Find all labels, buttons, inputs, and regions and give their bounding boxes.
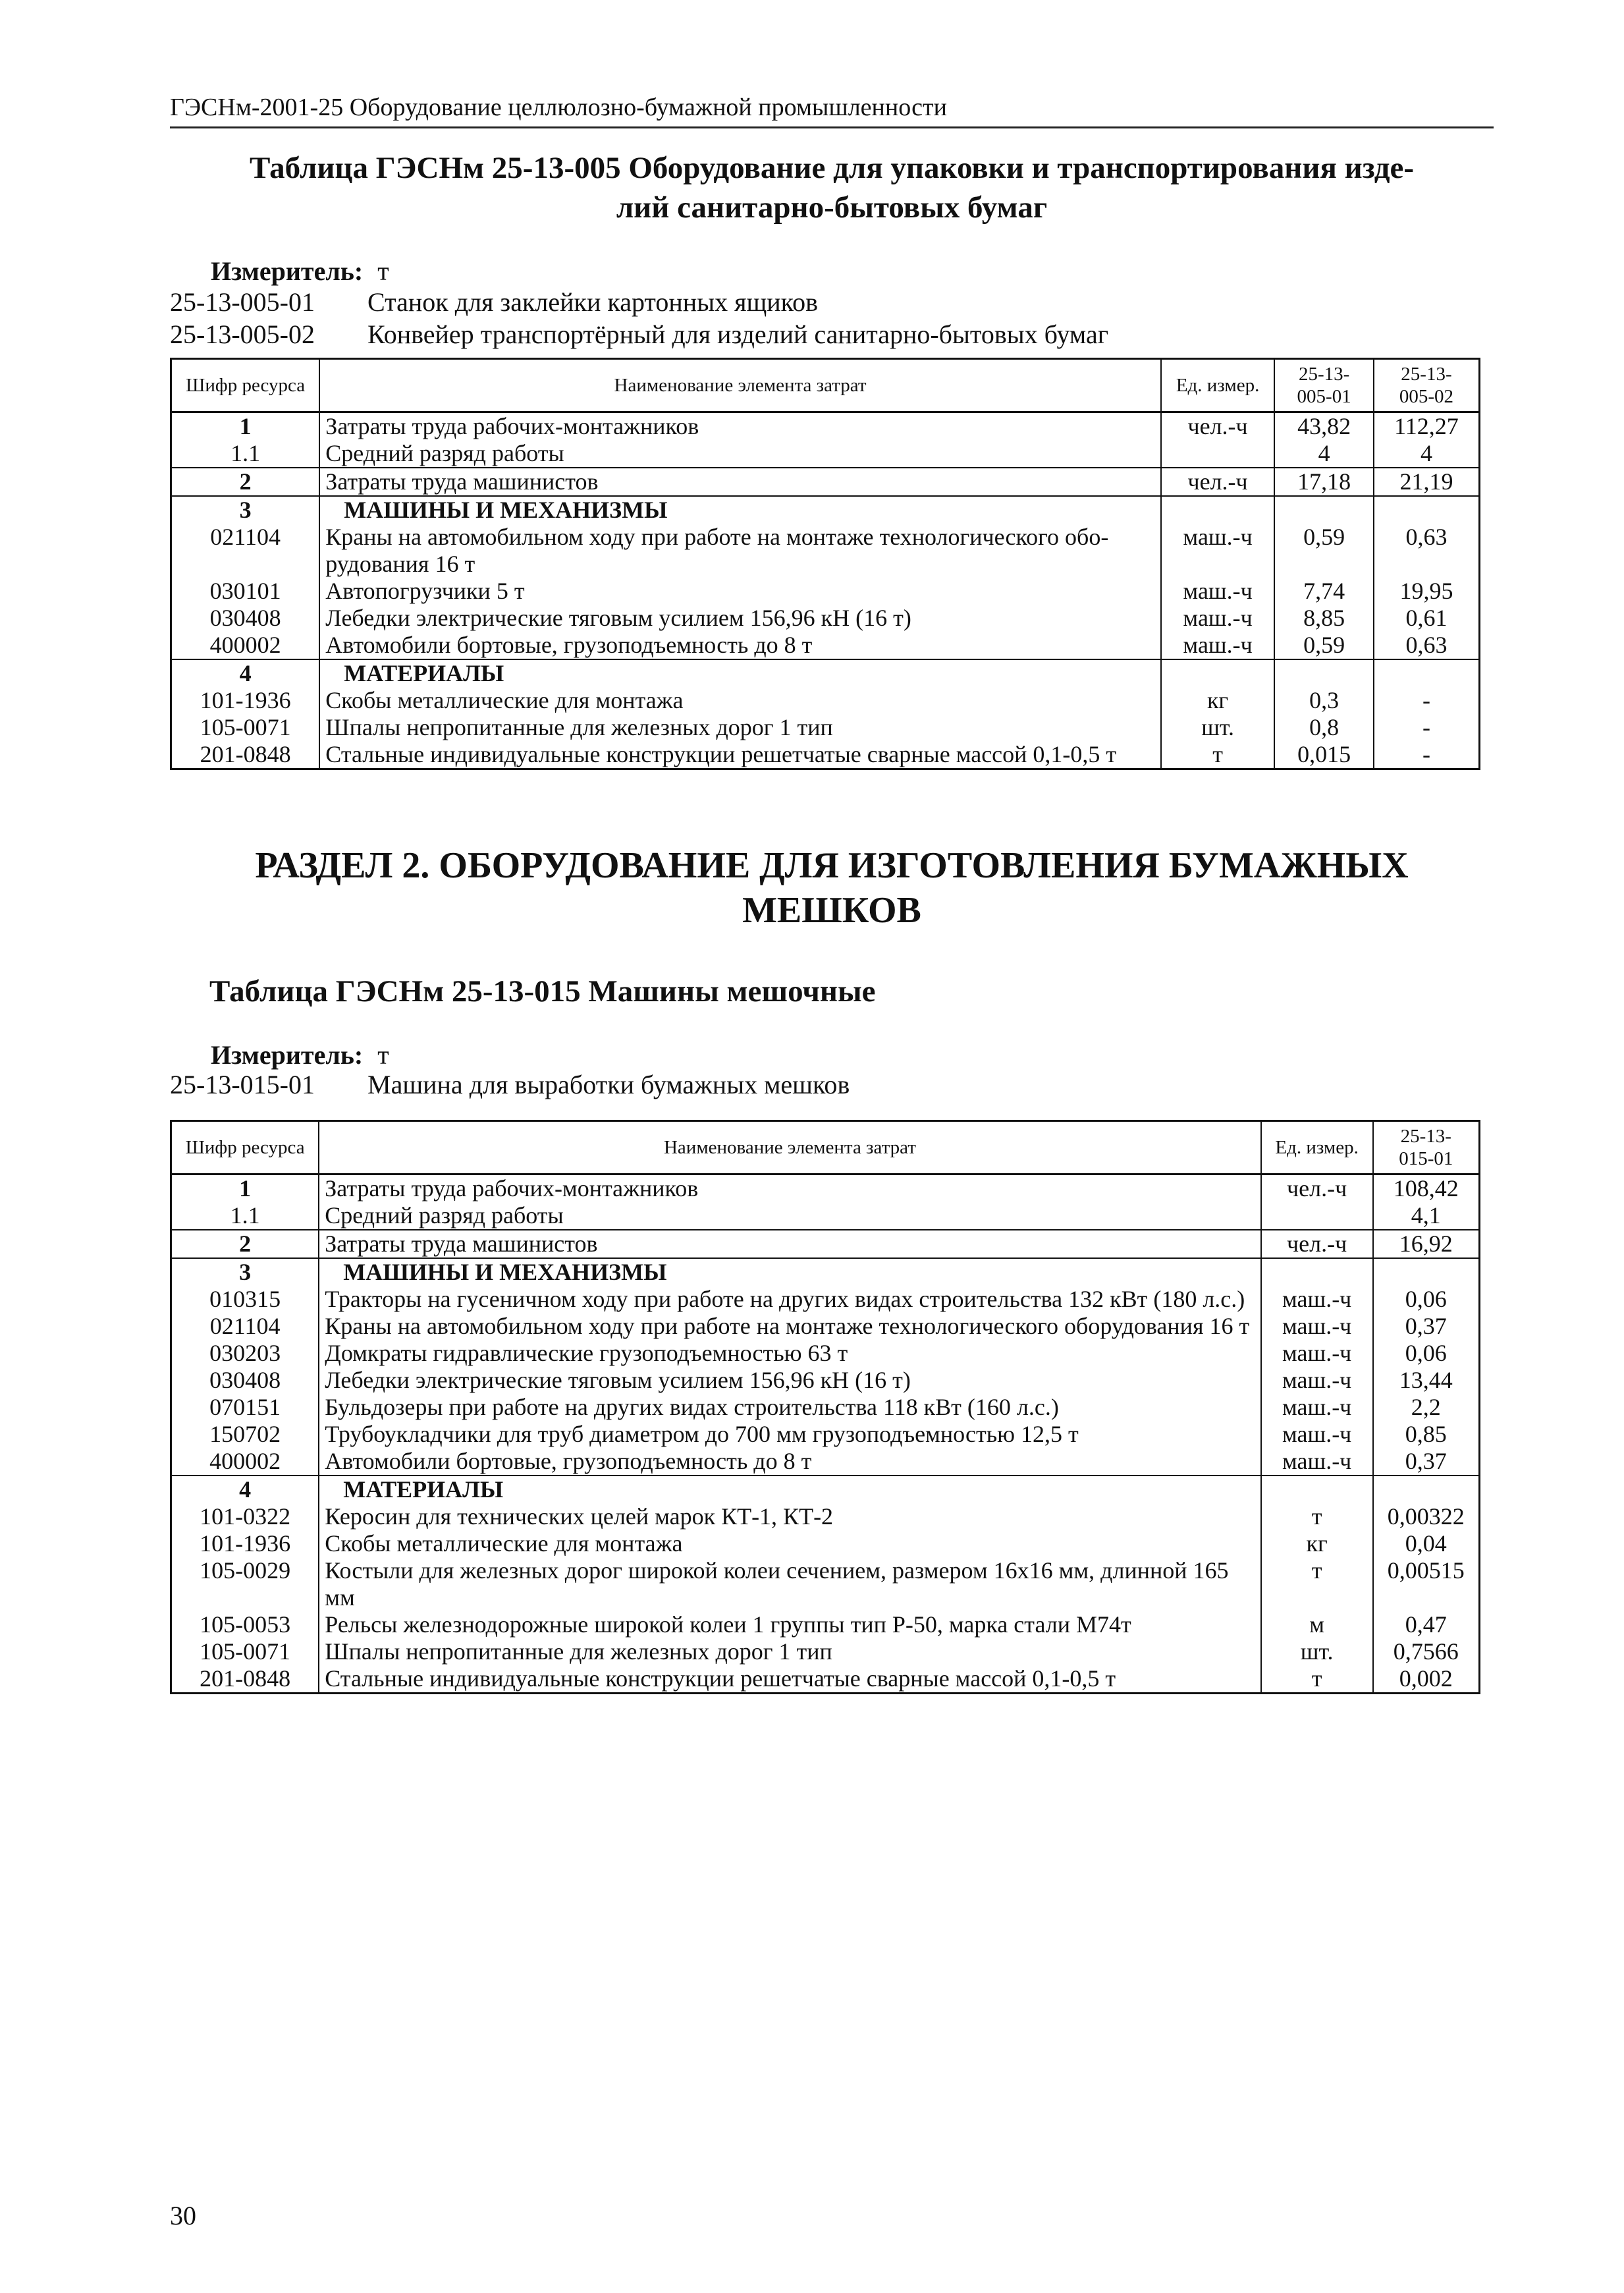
- cost-element-name: Тракторы на гусеничном ходу при работе на других видах строительства 132 кВт (180 л.с.): [319, 1286, 1260, 1313]
- resource-code: 030203: [171, 1340, 319, 1367]
- cost-element-name: Трубоукладчики для труб диаметром до 700 мм грузоподъемностью 12,5 т: [319, 1421, 1260, 1448]
- resource-code: 105-0029: [171, 1557, 319, 1611]
- norm-value: 0,59: [1274, 524, 1374, 578]
- resource-code: 3: [171, 1258, 319, 1286]
- unit-of-measure: маш.-ч: [1261, 1421, 1373, 1448]
- header-name: Наименование элемента затрат: [319, 1121, 1260, 1174]
- cost-element-name: Шпалы непропитанные для железных дорог 1 тип: [319, 1638, 1260, 1665]
- unit-of-measure: м: [1261, 1611, 1373, 1638]
- norm-value: 0,3: [1274, 687, 1374, 714]
- table-header-row: [171, 359, 1480, 412]
- table-row: [171, 714, 1480, 741]
- unit-of-measure: маш.-ч: [1161, 578, 1275, 605]
- table1-codes: [170, 286, 1108, 350]
- meter-label: Измеритель:: [211, 256, 364, 286]
- cost-element-name: Затраты труда машинистов: [319, 1230, 1260, 1258]
- table-row: [171, 1174, 1480, 1203]
- code-id: 25-13-005-02: [170, 319, 315, 349]
- norm-value: 0,002: [1373, 1665, 1480, 1694]
- cost-element-name: Средний разряд работы: [319, 1202, 1260, 1230]
- unit-of-measure: маш.-ч: [1261, 1340, 1373, 1367]
- meter-unit: т: [377, 256, 389, 286]
- code-id: 25-13-005-01: [170, 287, 315, 317]
- table-row: [171, 659, 1480, 687]
- code-id: 25-13-015-01: [170, 1070, 315, 1099]
- norm-value: 43,82: [1274, 412, 1374, 441]
- table-row: [171, 1258, 1480, 1286]
- norm-value: 4: [1374, 440, 1480, 468]
- norm-value: 19,95: [1374, 578, 1480, 605]
- cost-element-name: Затраты труда рабочих-монтажников: [319, 412, 1161, 441]
- header-col1-line1: 25-13-: [1298, 364, 1350, 385]
- unit-of-measure: маш.-ч: [1161, 632, 1275, 659]
- table-row: [171, 1202, 1480, 1230]
- unit-of-measure: т: [1261, 1503, 1373, 1530]
- resource-code: 400002: [171, 632, 320, 659]
- norm-value: 0,00322: [1373, 1503, 1480, 1530]
- unit-of-measure: маш.-ч: [1261, 1286, 1373, 1313]
- resource-code: 1: [171, 412, 320, 441]
- cost-element-name: Автомобили бортовые, грузоподъемность до 8 т: [319, 632, 1161, 659]
- unit-of-measure: т: [1261, 1665, 1373, 1694]
- table-row: [171, 1638, 1480, 1665]
- norm-value: 21,19: [1374, 468, 1480, 496]
- norm-value: [1274, 496, 1374, 524]
- cost-element-name: Стальные индивидуальные конструкции решетчатые сварные массой 0,1-0,5 т: [319, 741, 1161, 769]
- header-code: Шифр ресурса: [171, 1121, 319, 1174]
- cost-element-name: Автомобили бортовые, грузоподъемность до 8 т: [319, 1448, 1260, 1476]
- cost-element-name: МАТЕРИАЛЫ: [319, 1476, 1260, 1503]
- norm-value: [1374, 659, 1480, 687]
- unit-of-measure: чел.-ч: [1261, 1230, 1373, 1258]
- norm-value: 13,44: [1373, 1367, 1480, 1394]
- cost-element-name: Средний разряд работы: [319, 440, 1161, 468]
- code-row: [170, 286, 1108, 318]
- header-name: Наименование элемента затрат: [319, 359, 1161, 412]
- cost-element-name: Затраты труда машинистов: [319, 468, 1161, 496]
- unit-of-measure: шт.: [1261, 1638, 1373, 1665]
- table-row: [171, 1530, 1480, 1557]
- section2-title: [170, 843, 1494, 933]
- norm-value: 17,18: [1274, 468, 1374, 496]
- section2-title-line1: РАЗДЕЛ 2. ОБОРУДОВАНИЕ ДЛЯ ИЗГОТОВЛЕНИЯ БУМАЖНЫХ: [255, 845, 1409, 886]
- norm-value: -: [1374, 687, 1480, 714]
- table-row: [171, 1665, 1480, 1694]
- norm-value: 112,27: [1374, 412, 1480, 441]
- unit-of-measure: шт.: [1161, 714, 1275, 741]
- cost-element-name: Керосин для технических целей марок КТ-1, КТ-2: [319, 1503, 1260, 1530]
- section2-title-line2: МЕШКОВ: [742, 890, 921, 931]
- header-col2-line1: 25-13-: [1401, 364, 1452, 385]
- cost-element-name: Бульдозеры при работе на других видах строительства 118 кВт (160 л.с.): [319, 1394, 1260, 1421]
- table-row: [171, 496, 1480, 524]
- unit-of-measure: чел.-ч: [1161, 468, 1275, 496]
- norm-value: 4: [1274, 440, 1374, 468]
- cost-element-name: Костыли для железных дорог широкой колеи сечением, размером 16х16 мм, длинной 165 мм: [319, 1557, 1260, 1611]
- norm-value: 16,92: [1373, 1230, 1480, 1258]
- table-row: [171, 687, 1480, 714]
- norm-value: [1274, 659, 1374, 687]
- table2-body: [171, 1174, 1480, 1694]
- header-unit: Ед. измер.: [1161, 359, 1275, 412]
- table1-meter: [211, 256, 389, 287]
- resource-code: 021104: [171, 1313, 319, 1340]
- norm-value: 0,06: [1373, 1286, 1480, 1313]
- table-row: [171, 440, 1480, 468]
- cost-element-name: Стальные индивидуальные конструкции решетчатые сварные массой 0,1-0,5 т: [319, 1665, 1260, 1694]
- cost-element-name: Лебедки электрические тяговым усилием 156,96 кН (16 т): [319, 605, 1161, 632]
- code-row: [170, 318, 1108, 350]
- header-col1-line1: 25-13-: [1400, 1126, 1451, 1147]
- unit-of-measure: [1261, 1202, 1373, 1230]
- norm-value: 0,015: [1274, 741, 1374, 769]
- resource-code: 2: [171, 468, 320, 496]
- norm-value: 0,63: [1374, 524, 1480, 578]
- table-row: [171, 468, 1480, 496]
- cost-element-name: МАТЕРИАЛЫ: [319, 659, 1161, 687]
- norm-value: 0,8: [1274, 714, 1374, 741]
- resource-code: 010315: [171, 1286, 319, 1313]
- norm-value: 0,37: [1373, 1448, 1480, 1476]
- table2: [170, 1120, 1480, 1694]
- table-row: [171, 632, 1480, 659]
- resource-code: 400002: [171, 1448, 319, 1476]
- header-col1-line2: 005-01: [1297, 386, 1351, 407]
- page-number: 30: [170, 2201, 196, 2230]
- cost-element-name: Скобы металлические для монтажа: [319, 687, 1161, 714]
- table-row: [171, 741, 1480, 769]
- norm-value: -: [1374, 741, 1480, 769]
- resource-code: 201-0848: [171, 1665, 319, 1694]
- resource-code: 1.1: [171, 1202, 319, 1230]
- cost-element-name: Краны на автомобильном ходу при работе на монтаже технологического оборудования 16 т: [319, 1313, 1260, 1340]
- cost-element-name: Шпалы непропитанные для железных дорог 1 тип: [319, 714, 1161, 741]
- header-col1: [1373, 1121, 1480, 1174]
- resource-code: 070151: [171, 1394, 319, 1421]
- resource-code: 105-0053: [171, 1611, 319, 1638]
- code-row: [170, 1068, 850, 1101]
- table-row: [171, 605, 1480, 632]
- resource-code: 150702: [171, 1421, 319, 1448]
- resource-code: 101-0322: [171, 1503, 319, 1530]
- code-name: Станок для заклейки картонных ящиков: [367, 287, 818, 317]
- cost-element-name: Рельсы железнодорожные широкой колеи 1 группы тип Р-50, марка стали М74т: [319, 1611, 1260, 1638]
- norm-value: 0,00515: [1373, 1557, 1480, 1611]
- resource-code: 101-1936: [171, 687, 320, 714]
- unit-of-measure: кг: [1161, 687, 1275, 714]
- table2-codes: [170, 1068, 850, 1101]
- unit-of-measure: т: [1161, 741, 1275, 769]
- header-unit: Ед. измер.: [1261, 1121, 1373, 1174]
- cost-element-name: Автопогрузчики 5 т: [319, 578, 1161, 605]
- table1: [170, 358, 1480, 770]
- code-name: Конвейер транспортёрный для изделий санитарно-бытовых бумаг: [367, 319, 1109, 349]
- unit-of-measure: [1261, 1476, 1373, 1503]
- table-row: [171, 1286, 1480, 1313]
- resource-code: 4: [171, 1476, 319, 1503]
- norm-value: [1373, 1258, 1480, 1286]
- resource-code: 1.1: [171, 440, 320, 468]
- header-code: Шифр ресурса: [171, 359, 320, 412]
- table-row: [171, 1476, 1480, 1503]
- resource-code: 2: [171, 1230, 319, 1258]
- header-col2: [1374, 359, 1480, 412]
- resource-code: 021104: [171, 524, 320, 578]
- unit-of-measure: [1161, 440, 1275, 468]
- cost-element-name: Лебедки электрические тяговым усилием 156,96 кН (16 т): [319, 1367, 1260, 1394]
- norm-value: 0,63: [1374, 632, 1480, 659]
- resource-code: 201-0848: [171, 741, 320, 769]
- table1-title-line1: Таблица ГЭСНм 25-13-005 Оборудование для упаковки и транспортирования изде-: [249, 151, 1415, 185]
- meter-label: Измеритель:: [211, 1040, 364, 1070]
- unit-of-measure: маш.-ч: [1161, 605, 1275, 632]
- unit-of-measure: маш.-ч: [1261, 1367, 1373, 1394]
- resource-code: 4: [171, 659, 320, 687]
- unit-of-measure: маш.-ч: [1261, 1313, 1373, 1340]
- resource-code: 3: [171, 496, 320, 524]
- table2-meter: [211, 1039, 389, 1070]
- table-row: [171, 1421, 1480, 1448]
- meter-unit: т: [377, 1040, 389, 1070]
- unit-of-measure: чел.-ч: [1261, 1174, 1373, 1203]
- table-row: [171, 578, 1480, 605]
- norm-value: 0,06: [1373, 1340, 1480, 1367]
- table-row: [171, 1367, 1480, 1394]
- unit-of-measure: маш.-ч: [1161, 524, 1275, 578]
- table-row: [171, 1313, 1480, 1340]
- resource-code: 101-1936: [171, 1530, 319, 1557]
- resource-code: 105-0071: [171, 1638, 319, 1665]
- norm-value: 2,2: [1373, 1394, 1480, 1421]
- code-name: Машина для выработки бумажных мешков: [367, 1070, 850, 1099]
- header-col2-line2: 005-02: [1399, 386, 1454, 407]
- cost-element-name: МАШИНЫ И МЕХАНИЗМЫ: [319, 496, 1161, 524]
- resource-code: 105-0071: [171, 714, 320, 741]
- running-header: ГЭСНм-2001-25 Оборудование целлюлозно-бумажной промышленности: [170, 92, 1494, 128]
- table-row: [171, 1230, 1480, 1258]
- table-row: [171, 1611, 1480, 1638]
- norm-value: -: [1374, 714, 1480, 741]
- cost-element-name: Скобы металлические для монтажа: [319, 1530, 1260, 1557]
- table-header-row: [171, 1121, 1480, 1174]
- norm-value: 0,61: [1374, 605, 1480, 632]
- table2-title: Таблица ГЭСНм 25-13-015 Машины мешочные: [209, 974, 876, 1008]
- norm-value: 0,37: [1373, 1313, 1480, 1340]
- cost-element-name: Краны на автомобильном ходу при работе на монтаже технологического обо-рудования 16 т: [319, 524, 1161, 578]
- table-row: [171, 1448, 1480, 1476]
- unit-of-measure: [1261, 1258, 1373, 1286]
- resource-code: 030408: [171, 605, 320, 632]
- norm-value: 108,42: [1373, 1174, 1480, 1203]
- header-col1-line2: 015-01: [1399, 1148, 1453, 1169]
- cost-element-name: Домкраты гидравлические грузоподъемностью 63 т: [319, 1340, 1260, 1367]
- cost-element-name: МАШИНЫ И МЕХАНИЗМЫ: [319, 1258, 1260, 1286]
- norm-value: [1374, 496, 1480, 524]
- cost-element-name: Затраты труда рабочих-монтажников: [319, 1174, 1260, 1203]
- resource-code: 030101: [171, 578, 320, 605]
- resource-code: 1: [171, 1174, 319, 1203]
- unit-of-measure: [1161, 659, 1275, 687]
- norm-value: 7,74: [1274, 578, 1374, 605]
- table-row: [171, 1503, 1480, 1530]
- norm-value: 4,1: [1373, 1202, 1480, 1230]
- header-col1: [1274, 359, 1374, 412]
- norm-value: 0,04: [1373, 1530, 1480, 1557]
- unit-of-measure: [1161, 496, 1275, 524]
- table1-title: [170, 148, 1494, 227]
- norm-value: 0,47: [1373, 1611, 1480, 1638]
- unit-of-measure: кг: [1261, 1530, 1373, 1557]
- table-row: [171, 1340, 1480, 1367]
- table-row: [171, 1557, 1480, 1611]
- norm-value: 0,7566: [1373, 1638, 1480, 1665]
- unit-of-measure: маш.-ч: [1261, 1448, 1373, 1476]
- unit-of-measure: маш.-ч: [1261, 1394, 1373, 1421]
- table-row: [171, 1394, 1480, 1421]
- resource-code: 030408: [171, 1367, 319, 1394]
- norm-value: 8,85: [1274, 605, 1374, 632]
- norm-value: 0,59: [1274, 632, 1374, 659]
- norm-value: [1373, 1476, 1480, 1503]
- norm-value: 0,85: [1373, 1421, 1480, 1448]
- table1-body: [171, 412, 1480, 769]
- unit-of-measure: т: [1261, 1557, 1373, 1611]
- table1-title-line2: лий санитарно-бытовых бумаг: [616, 190, 1048, 225]
- unit-of-measure: чел.-ч: [1161, 412, 1275, 441]
- table-row: [171, 412, 1480, 441]
- table-row: [171, 524, 1480, 578]
